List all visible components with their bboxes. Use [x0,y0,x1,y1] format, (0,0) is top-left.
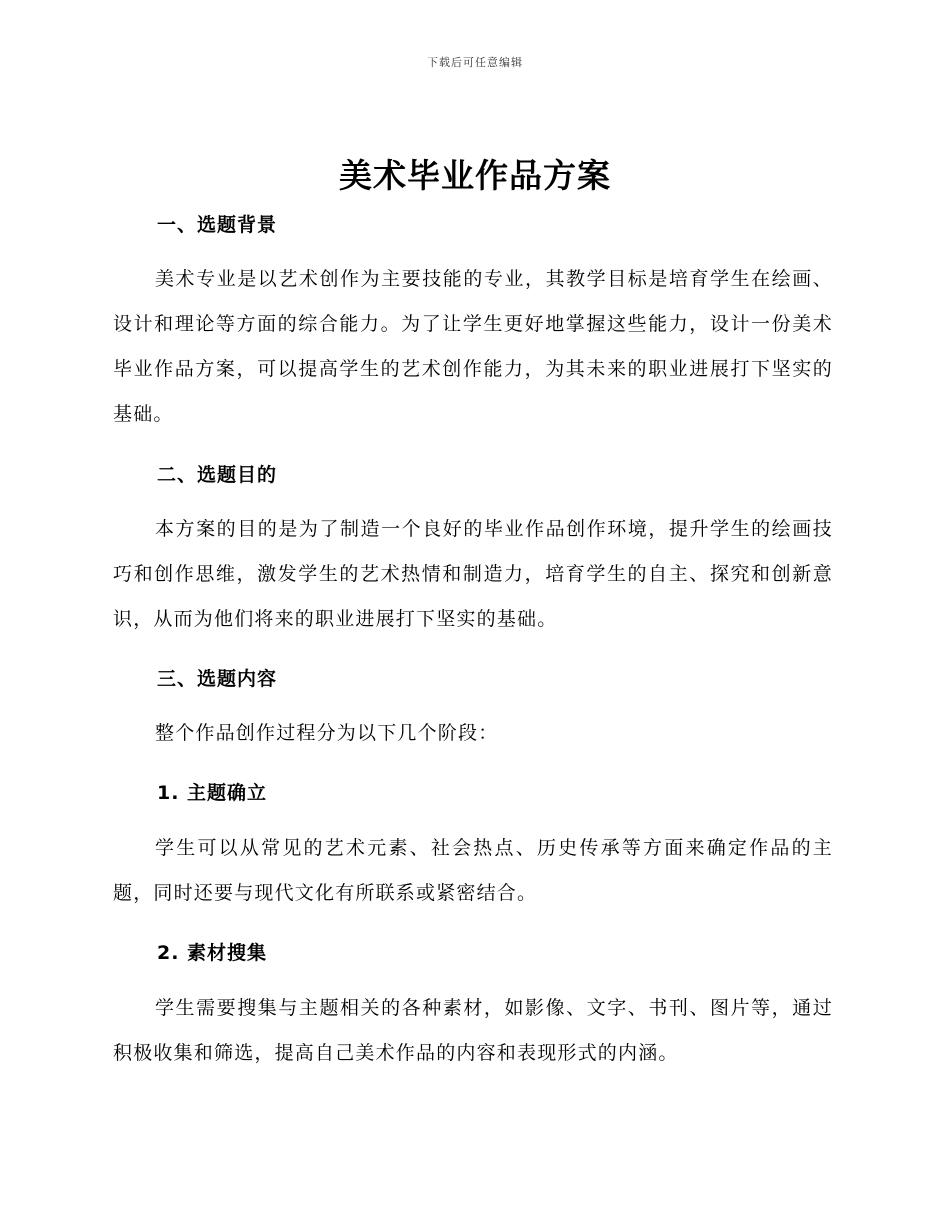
paragraph-stages-intro: 整个作品创作过程分为以下几个阶段： [155,722,499,744]
header-note: 下载后可任意编辑 [427,56,523,69]
stage-heading-materials: 2. 素材搜集 [157,942,268,964]
paragraph-theme: 学生可以从常见的艺术元素、社会热点、历史传承等方面来确定作品的主题，同时还要与现代文化有所联系或紧密结合。 [113,837,833,904]
section-heading-content: 三、选题内容 [157,668,278,690]
paragraph-materials: 学生需要搜集与主题相关的各种素材，如影像、文字、书刊、图片等，通过积极收集和筛选，提高自己美术作品的内容和表现形式的内涵。 [113,997,833,1064]
section-heading-background: 一、选题背景 [157,214,278,236]
stage-heading-theme: 1. 主题确立 [157,782,268,804]
document-title: 美术毕业作品方案 [339,156,611,195]
paragraph-background: 美术专业是以艺术创作为主要技能的专业，其教学目标是培育学生在绘画、设计和理论等方面的综合能力。为了让学生更好地掌握这些能力，设计一份美术毕业作品方案，可以提高学生的艺术创作能力，为其未来的职业进展打下坚实的基础。 [113,268,833,425]
section-heading-purpose: 二、选题目的 [157,464,278,486]
paragraph-purpose: 本方案的目的是为了制造一个良好的毕业作品创作环境，提升学生的绘画技巧和创作思维，激发学生的艺术热情和制造力，培育学生的自主、探究和创新意识，从而为他们将来的职业进展打下坚实的基础。 [113,518,833,630]
